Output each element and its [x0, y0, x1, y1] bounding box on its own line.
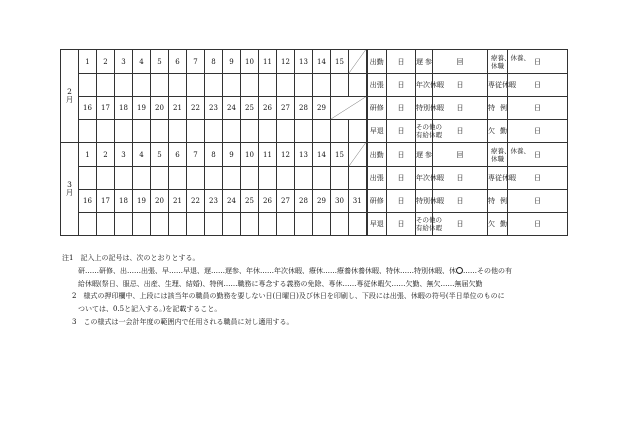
summary-label-a: 出勤	[367, 143, 387, 167]
month-number: 2	[67, 87, 72, 96]
summary-label-c	[488, 143, 530, 167]
day-mark-cell	[205, 213, 223, 236]
day-number: 12	[277, 50, 295, 74]
day-number: 22	[187, 190, 205, 213]
circle-mark-icon	[456, 267, 463, 274]
summary-unit-a: 日	[387, 190, 416, 213]
day-mark-cell	[79, 213, 97, 236]
month-label	[61, 143, 79, 236]
day-mark-cell	[277, 167, 295, 190]
summary-label-c: 特例	[488, 190, 508, 213]
day-mark-cell	[313, 167, 331, 190]
day-number: 20	[151, 97, 169, 120]
day-mark-cell	[259, 213, 277, 236]
day-mark-cell	[205, 120, 223, 143]
summary-label-c: 専従休暇	[488, 167, 508, 190]
summary-label-b: 年次休暇	[416, 74, 433, 97]
day-number: 29	[313, 97, 331, 120]
day-number: 18	[115, 97, 133, 120]
table-row	[61, 190, 585, 213]
day-mark-cell	[187, 167, 205, 190]
day-mark-cell	[295, 213, 313, 236]
summary-unit-c: 日	[508, 213, 568, 236]
summary-unit-a: 日	[387, 143, 416, 167]
day-mark-cell	[169, 74, 187, 97]
day-mark-cell	[295, 120, 313, 143]
day-mark-cell	[205, 74, 223, 97]
day-mark-cell	[187, 74, 205, 97]
summary-unit-b: 日	[433, 190, 488, 213]
summary-label-b: 年次休暇	[416, 167, 433, 190]
summary-label-c-line: 休職	[491, 154, 504, 163]
day-number: 13	[295, 50, 313, 74]
day-mark-cell	[169, 120, 187, 143]
day-number: 17	[97, 97, 115, 120]
attendance-table	[60, 49, 585, 236]
day-mark-cell	[259, 167, 277, 190]
day-number: 15	[331, 50, 349, 74]
summary-label-c-line: 療養、休養、	[491, 146, 530, 155]
summary-label-c: 専従休暇	[488, 74, 508, 97]
day-number: 12	[277, 143, 295, 167]
day-mark-cell	[115, 213, 133, 236]
day-mark-cell	[115, 74, 133, 97]
summary-label-a: 出張	[367, 74, 387, 97]
note-1-line-2: 給休暇(祭日、服忌、出産、生理、結婚)、特例……職務に専念する義務の免除、専休……専従休暇欠……欠勤、無欠……無届欠勤	[78, 279, 483, 288]
summary-unit-c: 日	[508, 50, 568, 74]
day-mark-cell	[349, 213, 367, 236]
day-number: 3	[115, 50, 133, 74]
day-number: 31	[349, 190, 367, 213]
day-number: 24	[223, 97, 241, 120]
day-mark-cell	[151, 213, 169, 236]
summary-label-a: 早退	[367, 120, 387, 143]
day-mark-cell	[187, 213, 205, 236]
summary-label-a: 研修	[367, 97, 387, 120]
summary-label-a: 早退	[367, 213, 387, 236]
day-mark-cell	[313, 213, 331, 236]
day-number: 11	[259, 143, 277, 167]
day-number: 14	[313, 143, 331, 167]
day-number: 1	[79, 50, 97, 74]
day-number: 9	[223, 143, 241, 167]
summary-unit-b: 日	[433, 167, 488, 190]
day-number: 17	[97, 190, 115, 213]
day-number: 21	[169, 190, 187, 213]
day-number: 24	[223, 190, 241, 213]
day-mark-cell	[223, 74, 241, 97]
day-mark-cell	[223, 213, 241, 236]
summary-unit-c: 日	[508, 190, 568, 213]
summary-label-b: 特別休暇	[416, 190, 433, 213]
summary-unit-a: 日	[387, 97, 416, 120]
summary-label-b: 遅参	[416, 143, 433, 167]
day-mark-cell	[259, 120, 277, 143]
day-mark-cell	[79, 120, 97, 143]
day-mark-cell	[331, 74, 349, 97]
empty-day-cell	[331, 97, 367, 120]
table-row	[61, 213, 585, 236]
day-mark-cell	[115, 167, 133, 190]
day-mark-cell	[169, 213, 187, 236]
day-number: 26	[259, 97, 277, 120]
day-mark-cell	[277, 74, 295, 97]
day-number: 7	[187, 50, 205, 74]
table-row	[61, 143, 585, 167]
day-number: 21	[169, 97, 187, 120]
day-number: 30	[331, 190, 349, 213]
notes-section	[62, 252, 582, 329]
summary-label-b-line: 有給休暇	[416, 224, 442, 232]
day-mark-cell	[79, 74, 97, 97]
day-mark-cell	[241, 213, 259, 236]
summary-label-b	[416, 213, 442, 236]
summary-unit-b: 日	[433, 74, 488, 97]
day-mark-cell	[133, 120, 151, 143]
day-number: 19	[133, 97, 151, 120]
summary-label-c	[488, 50, 530, 74]
table-row	[61, 74, 585, 97]
day-number: 19	[133, 190, 151, 213]
summary-label-c-line: 休職	[491, 61, 504, 70]
day-mark-cell	[241, 120, 259, 143]
day-number: 16	[79, 97, 97, 120]
summary-label-a: 出勤	[367, 50, 387, 74]
day-number: 5	[151, 143, 169, 167]
day-mark-cell	[295, 167, 313, 190]
day-mark-cell	[277, 120, 295, 143]
table-row	[61, 97, 585, 120]
day-number: 2	[97, 50, 115, 74]
day-mark-cell	[97, 120, 115, 143]
summary-label-a: 研修	[367, 190, 387, 213]
day-mark-cell	[349, 120, 367, 143]
note-1-line-1: 研……研修、出……出張、早……早退、遅……遅参、年休……年次休暇、療休……療養休養休暇、特休……特別休暇、休 ……その他の有	[78, 266, 512, 275]
month-number: 3	[67, 180, 72, 189]
day-mark-cell	[151, 167, 169, 190]
day-mark-cell	[133, 213, 151, 236]
summary-label-c: 欠勤	[488, 120, 508, 143]
day-number: 26	[259, 190, 277, 213]
day-mark-cell	[97, 74, 115, 97]
day-mark-cell	[313, 74, 331, 97]
table-row	[61, 120, 585, 143]
day-number: 18	[115, 190, 133, 213]
day-number: 9	[223, 50, 241, 74]
day-number: 22	[187, 97, 205, 120]
day-mark-cell	[277, 213, 295, 236]
day-number: 25	[241, 97, 259, 120]
day-mark-cell	[133, 74, 151, 97]
day-number: 10	[241, 143, 259, 167]
day-number: 1	[79, 143, 97, 167]
day-mark-cell	[241, 74, 259, 97]
day-number: 28	[295, 190, 313, 213]
day-mark-cell	[115, 120, 133, 143]
day-number: 25	[241, 190, 259, 213]
summary-unit-c: 日	[508, 74, 568, 97]
day-mark-cell	[169, 167, 187, 190]
day-number: 7	[187, 143, 205, 167]
day-mark-cell	[223, 167, 241, 190]
day-mark-cell	[187, 120, 205, 143]
summary-unit-b: 日	[433, 120, 488, 143]
summary-unit-a: 日	[387, 120, 416, 143]
empty-day-cell	[349, 50, 367, 74]
day-mark-cell	[79, 167, 97, 190]
day-number: 5	[151, 50, 169, 74]
summary-unit-b: 日	[433, 97, 488, 120]
summary-unit-b: 日	[433, 213, 488, 236]
summary-label-c: 特例	[488, 97, 508, 120]
day-number: 27	[277, 190, 295, 213]
day-mark-cell	[133, 167, 151, 190]
summary-unit-c: 日	[508, 143, 568, 167]
day-mark-cell	[241, 167, 259, 190]
summary-unit-c: 日	[508, 97, 568, 120]
day-mark-cell	[259, 74, 277, 97]
day-mark-cell	[331, 167, 349, 190]
day-number: 28	[295, 97, 313, 120]
day-mark-cell	[205, 167, 223, 190]
summary-unit-a: 日	[387, 167, 416, 190]
day-number: 11	[259, 50, 277, 74]
day-number: 8	[205, 50, 223, 74]
day-mark-cell	[349, 167, 367, 190]
day-mark-cell	[295, 74, 313, 97]
day-number: 13	[295, 143, 313, 167]
summary-unit-b: 回	[433, 50, 488, 74]
day-number: 6	[169, 50, 187, 74]
day-mark-cell	[349, 74, 367, 97]
table-row	[61, 167, 585, 190]
day-number: 23	[205, 190, 223, 213]
note-2-line-1: 2 様式の押印欄中、上段には該当年の職員の勤務を要しない日(日曜日)及び休日を印刷し、下段には出張、休暇の符号(半日単位のものに	[72, 292, 505, 301]
day-number: 6	[169, 143, 187, 167]
summary-label-b-line: その他の	[416, 123, 442, 131]
day-mark-cell	[223, 120, 241, 143]
table-row	[61, 50, 585, 74]
empty-day-cell	[349, 143, 367, 167]
day-mark-cell	[331, 213, 349, 236]
day-number: 20	[151, 190, 169, 213]
month-label	[61, 50, 79, 143]
summary-unit-a: 日	[387, 50, 416, 74]
day-number: 23	[205, 97, 223, 120]
day-number: 10	[241, 50, 259, 74]
day-number: 15	[331, 143, 349, 167]
note-1: 注1 記入上の記号は、次のとおりとする。	[62, 254, 200, 262]
summary-unit-b: 回	[433, 143, 488, 167]
month-unit: 月	[65, 95, 74, 104]
month-unit: 月	[65, 188, 74, 197]
summary-label-b	[416, 120, 442, 143]
summary-label-c: 欠勤	[488, 213, 508, 236]
day-mark-cell	[151, 120, 169, 143]
day-mark-cell	[97, 213, 115, 236]
day-number: 16	[79, 190, 97, 213]
summary-label-b-line: 有給休暇	[416, 131, 442, 139]
day-number: 4	[133, 143, 151, 167]
day-number: 8	[205, 143, 223, 167]
day-number: 3	[115, 143, 133, 167]
day-mark-cell	[331, 120, 349, 143]
summary-label-b-line: その他の	[416, 216, 442, 224]
day-number: 27	[277, 97, 295, 120]
day-number: 29	[313, 190, 331, 213]
summary-unit-a: 日	[387, 74, 416, 97]
note-2-line-2: ついては、0.5と記入する。)を記載すること。	[78, 305, 222, 314]
summary-unit-c: 日	[508, 167, 568, 190]
summary-label-c-line: 療養、休養、	[491, 53, 530, 62]
day-number: 2	[97, 143, 115, 167]
summary-unit-a: 日	[387, 213, 416, 236]
summary-label-b: 特別休暇	[416, 97, 433, 120]
summary-label-a: 出張	[367, 167, 387, 190]
day-number: 14	[313, 50, 331, 74]
day-mark-cell	[313, 120, 331, 143]
summary-unit-c: 日	[508, 120, 568, 143]
day-number: 4	[133, 50, 151, 74]
note-3: 3 この様式は一会計年度の範囲内で任用される職員に対し適用する。	[72, 317, 294, 326]
day-mark-cell	[151, 74, 169, 97]
day-mark-cell	[97, 167, 115, 190]
summary-label-b: 遅参	[416, 50, 433, 74]
